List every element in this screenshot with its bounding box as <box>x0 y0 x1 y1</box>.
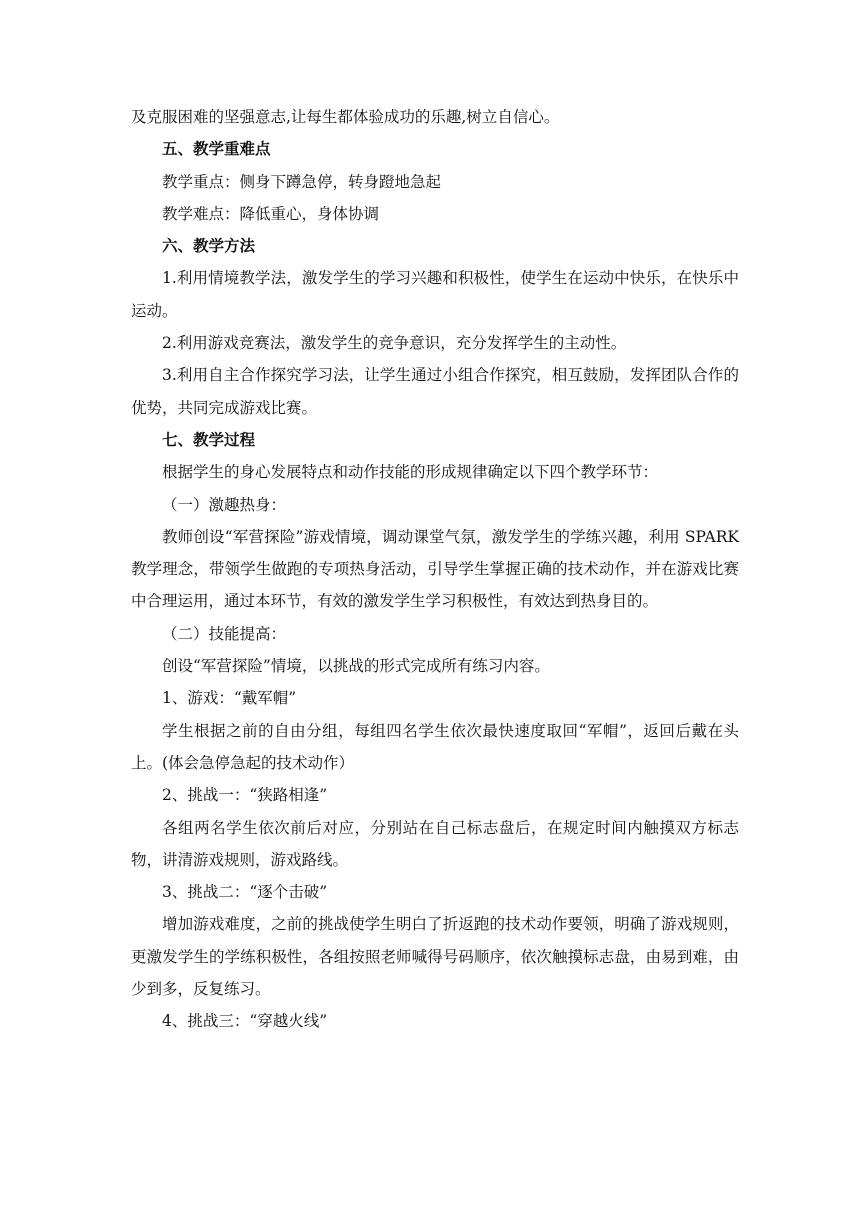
paragraph-method-3: 3.利用自主合作探究学习法，让学生通过小组合作探究，相互鼓励，发挥团队合作的优势，共同完成游戏比赛。 <box>131 366 739 417</box>
item-challenge-1: 2、挑战一：“狭路相逢” <box>162 786 328 805</box>
paragraph-challenge-1: 各组两名学生依次前后对应，分别站在自己标志盘后，在规定时间内触摸双方标志物，讲清游戏规则，游戏路线。 <box>131 818 739 869</box>
paragraph-key-point: 教学重点：侧身下蹲急停，转身蹬地急起 <box>162 172 442 191</box>
section-heading-5: 五、教学重难点 <box>162 140 271 159</box>
section-heading-6: 六、教学方法 <box>162 237 256 256</box>
document-body <box>131 101 739 1038</box>
paragraph-challenge-2: 增加游戏难度，之前的挑战使学生明白了折返跑的技术动作要领，明确了游戏规则，更激发学生的学练积极性，各组按照老师喊得号码顺序，依次触摸标志盘，由易到难，由少到多，反复练习。 <box>131 915 739 999</box>
item-challenge-2: 3、挑战二：“逐个击破” <box>162 883 328 902</box>
paragraph-difficult-point: 教学难点：降低重心，身体协调 <box>162 204 380 223</box>
subheading-skill: （二）技能提高： <box>162 624 287 643</box>
subheading-warmup: （一）激趣热身： <box>162 495 287 514</box>
paragraph-game-1: 学生根据之前的自由分组，每组四名学生依次最快速度取回“军帽”，返回后戴在头上。(体会急停急起的技术动作） <box>131 721 739 772</box>
item-challenge-3: 4、挑战三：“穿越火线” <box>162 1012 328 1031</box>
paragraph-method-2: 2.利用游戏竞赛法，激发学生的竞争意识，充分发挥学生的主动性。 <box>162 334 627 353</box>
paragraph-method-1: 1.利用情境教学法，激发学生的学习兴趣和积极性，使学生在运动中快乐，在快乐中运动。 <box>131 269 739 320</box>
paragraph-process-intro: 根据学生的身心发展特点和动作技能的形成规律确定以下四个教学环节： <box>162 463 659 482</box>
paragraph-warmup: 教师创设“军营探险”游戏情境，调动课堂气氛，激发学生的学练兴趣，利用 SPARK 教学理念，带领学生做跑的专项热身活动，引导学生掌握正确的技术动作，并在游戏比赛中合理运用，通过本环节，有效的激发学生学习积极性，有效达到热身目的。 <box>131 527 739 611</box>
item-game-1: 1、游戏：“戴军帽” <box>162 689 297 708</box>
section-heading-7: 七、教学过程 <box>162 430 256 449</box>
paragraph-skill-intro: 创设“军营探险”情境，以挑战的形式完成所有练习内容。 <box>162 657 550 676</box>
paragraph-continuation: 及克服困难的坚强意志,让每生都体验成功的乐趣,树立自信心。 <box>131 108 560 126</box>
